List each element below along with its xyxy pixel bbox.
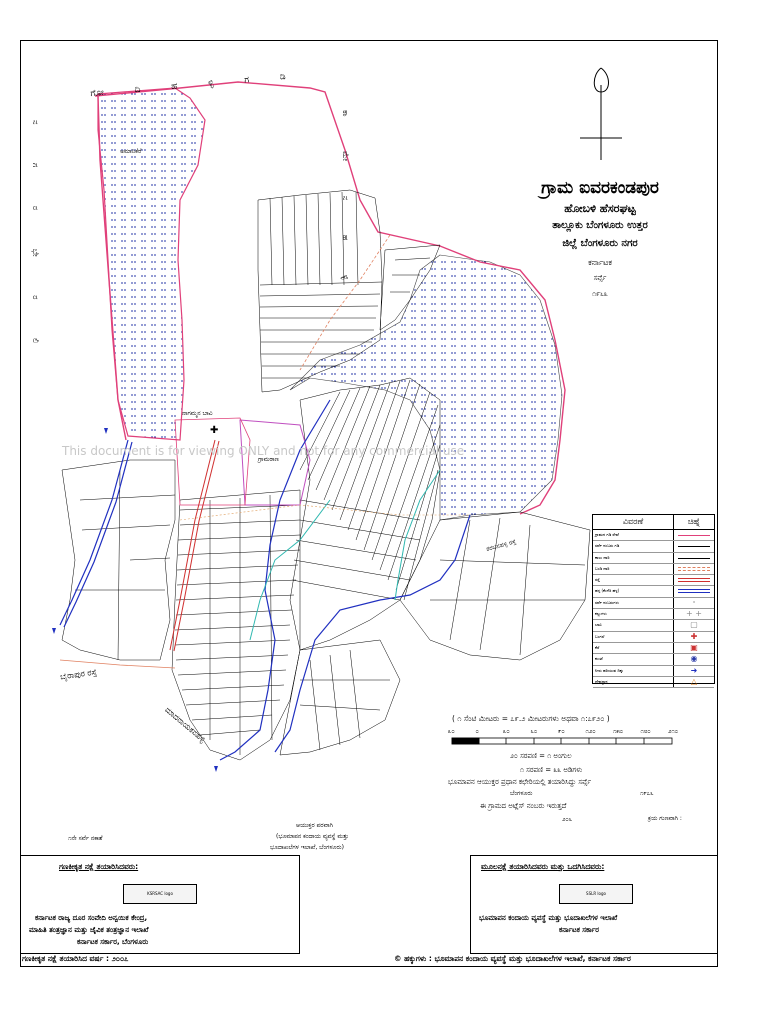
legend-label: ಗ್ರಾಮದ ಗಡಿ ರೇಖೆ xyxy=(593,530,674,540)
source-map-box xyxy=(470,855,718,954)
scale-tick-label: ೧೫೦ xyxy=(613,728,624,735)
black-line-icon xyxy=(674,541,714,551)
village-title: ಗ್ರಾಮ ಐವರಕಂಡಪುರ xyxy=(541,178,659,198)
legend-label: ರಸ್ತೆ xyxy=(593,575,674,585)
pink-line-icon xyxy=(674,530,714,540)
scale-line2: ೧ ಸರಪಣಿ = ೩೩ ಅಡಿಗಳು xyxy=(520,766,583,774)
legend-row xyxy=(593,586,714,597)
red-double-icon xyxy=(674,575,714,585)
stones-icon: + + xyxy=(686,609,702,619)
legend-row xyxy=(593,598,714,609)
scale-bar xyxy=(452,738,672,744)
legend-label: ಕೆರೆ xyxy=(593,643,674,653)
scale-tick-label: ೩೦ xyxy=(503,728,510,735)
state-name: ಕರ್ನಾಟಕ xyxy=(588,258,612,267)
north-arrow-icon xyxy=(580,68,622,160)
scale-tick-label: ೯೦ xyxy=(558,728,565,735)
legend-label: ಬಾವಿ xyxy=(593,620,674,630)
village-site-label: ಗ್ರಾಮಠಾಣ xyxy=(258,456,279,463)
blue-double-icon xyxy=(674,586,714,596)
digitized-line1: ಕರ್ನಾಟಕ ರಾಜ್ಯ ದೂರ ಸಂವೇದಿ ಅನ್ವಯಿಕ ಕೇಂದ್ರ, xyxy=(35,914,148,922)
commissioner-line1: ಆಯುಕ್ತರ ಪರವಾಗಿ xyxy=(296,822,333,829)
legend-label: ಕುಂಟೆ xyxy=(593,654,674,664)
legend-row xyxy=(593,541,714,552)
digitized-by-box xyxy=(20,855,300,954)
parcels-lower xyxy=(172,490,400,760)
legend-label: ದೇವಸ್ಥಾನ xyxy=(593,677,674,687)
legend xyxy=(592,514,715,684)
stream-left2 xyxy=(64,442,132,627)
road-label-2: ಬೈರಾಪುರ ರಸ್ತೆ xyxy=(59,667,98,682)
source-line1: ಭೂಮಾಪನ ಕಂದಾಯ ವ್ಯವಸ್ಥೆ ಮತ್ತು ಭೂದಾಖಲೆಗಳ ಇಲಾಖೆ xyxy=(479,914,618,922)
survey-label: ಸರ್ವ್ಸೆ xyxy=(593,274,607,282)
scale-tick-label: ೧೮೦ xyxy=(640,728,651,735)
scale-caption: ( ೧ ಸೆಂಟಿ ಮೀಟರು = ೭೯.೨ ಮೀಟರುಗಳು ಅಥವಾ ೧:೭೯೨೦ ) xyxy=(452,714,610,723)
temple-icon: ✚ xyxy=(210,425,219,436)
watermark-text: This document is for viewing ONLY and not for any commercial use xyxy=(62,444,465,458)
tank-label: ಅಮಾನಿಕೆರೆ xyxy=(120,148,142,155)
numbers-icon: · xyxy=(692,597,696,607)
legend-row xyxy=(593,632,714,643)
scale-tick-label: ೧೨೦ xyxy=(585,728,596,735)
border-label-left: ನ ಗ ರ ಭೇ ರ ಲಿ xyxy=(31,120,40,362)
ksrsac-logo: KSRSAC logo xyxy=(123,884,197,904)
border-label-top: ಗೋ ದಿ ಹ ಳ್ಳಿ ಗ ಡಿ xyxy=(89,70,300,100)
legend-row xyxy=(593,620,714,631)
legend-row xyxy=(593,553,714,564)
colony-label: ಮಾದನಾಯಕನಹಳ್ಳಿ xyxy=(163,705,208,745)
border-label-right: ಕಾ ಮೇ ನ ಹ ಳ್ಳಿ xyxy=(341,110,350,296)
title-block xyxy=(500,178,700,318)
copyright-note: © ಹಕ್ಕುಗಳು : ಭೂಮಾಪನ ಕಂದಾಯ ವ್ಯವಸ್ಥೆ ಮತ್ತು ಭೂದಾಖಲೆಗಳ ಇಲಾಖೆ, ಕರ್ನಾಟಕ ಸರ್ಕಾರ xyxy=(394,954,631,963)
flow-arrow-icon: ➜ xyxy=(690,665,698,675)
taluk-name: ತಾಲ್ಲೂಕು ಬೆಂಗಳೂರು ಉತ್ತರ xyxy=(552,220,648,231)
road-red2 xyxy=(174,441,219,651)
legend-label: ಬಂಗಲೆ xyxy=(593,632,674,642)
road-red xyxy=(170,440,215,650)
legend-label: ಸರ್ವೆ ನಂಬರು ಗಡಿ xyxy=(593,541,674,551)
scale-line4b: ೧೯೭೬ xyxy=(640,790,654,797)
scale-line5: ಈ ಗ್ರಾಮದ ಅಟ್ಲೆಸ್ ನಂಬರು ಇರುತ್ತದೆ xyxy=(480,802,567,810)
legend-row xyxy=(593,677,714,688)
legend-row xyxy=(593,564,714,575)
digitized-line3: ಕರ್ನಾಟಕ ಸರ್ಕಾರ, ಬೆಂಗಳೂರು xyxy=(77,938,149,946)
dashed-double-icon xyxy=(674,564,714,574)
scale-line4a: ಬೆಂಗಳೂರು xyxy=(510,790,533,797)
well-icon: ▢ xyxy=(690,620,698,630)
legend-header-description: ವಿವರಣೆ xyxy=(593,515,674,529)
legend-row xyxy=(593,643,714,654)
commissioner-line3: ಭೂದಾಖಲೆಗಳ ಇಲಾಖೆ, ಬೆಂಗಳೂರು) xyxy=(270,844,344,851)
digitized-by-title: ಗಣಕೀಕೃತ ನಕ್ಷೆ ತಯಾರಿಸಿದವರು: xyxy=(59,862,139,871)
temple-icon: △ xyxy=(690,676,698,686)
hobli-name: ಹೋಬಳಿ ಹೆಸರಘಟ್ಟ xyxy=(564,202,636,215)
stream-right xyxy=(275,515,470,752)
legend-label: ಕಲ್ಲುಗಳು xyxy=(593,609,674,619)
parcels-center xyxy=(290,378,440,650)
sslr-logo: SSLR logo xyxy=(559,884,633,904)
digitized-line2: ಮಾಹಿತಿ ತಂತ್ರಜ್ಞಾನ ಮತ್ತು ಜೈವಿಕ ತಂತ್ರಜ್ಞಾನ ಇಲಾಖೆ xyxy=(29,926,149,934)
year-label: ೧೯೬೩ xyxy=(592,290,608,298)
source-map-title: ಮೂಲನಕ್ಷೆ ತಯಾರಿಸಿದವರು ಮತ್ತು ಒದಗಿಸಿದವರು: xyxy=(481,862,605,871)
stream-cyan xyxy=(250,470,440,640)
survey-note: ೧ನೇ ಸರ್ವೆ ನಕಾಶೆ xyxy=(68,835,103,842)
legend-row xyxy=(593,666,714,677)
legend-header-symbol: ಚಿಹ್ನೆ xyxy=(687,517,701,526)
source-line2: ಕರ್ನಾಟಕ ಸರ್ಕಾರ xyxy=(559,926,599,934)
scale-tick-label: ೨೧೦ xyxy=(668,728,679,735)
legend-label: ನೀರು ಹರಿಯುವ ದಿಕ್ಕು xyxy=(593,666,674,676)
tank-left xyxy=(98,88,205,440)
scale-line1: ೨೦ ಸರಪಣಿ = ೧ ಅಂಗುಲ xyxy=(510,752,572,760)
road-label-1: ತರಬನಹಳ್ಳಿ ರಸ್ತೆ xyxy=(485,538,517,553)
digitized-year: ಗಣಕೀಕೃತ ನಕ್ಷೆ ತಯಾರಿಸಿದ ವರ್ಷ : ೨೦೦೭ xyxy=(22,954,129,963)
legend-row xyxy=(593,575,714,586)
thin-line-icon xyxy=(674,553,714,563)
legend-row xyxy=(593,530,714,541)
building-icon: ✚ xyxy=(690,631,698,641)
road-lower xyxy=(60,660,175,668)
scale-tick-label: ೬೦ xyxy=(530,728,538,735)
temple-label: ನಾಗಮ್ಮನ ಬಾವಿ xyxy=(182,410,213,417)
legend-row xyxy=(593,654,714,665)
pond-icon: ◉ xyxy=(690,654,698,664)
legend-label: ಹಳ್ಳ (ಕೆಂಗೆರಿ ಹಳ್ಳ) xyxy=(593,586,674,596)
scale-tick-label: ೩೦ xyxy=(448,728,455,735)
scale-line3: ಭೂಮಾಪನ ಆಯುಕ್ತರ ಪ್ರಧಾನ ಕಛೇರಿಯಲ್ಲಿ ತಯಾರಿಸಿದ್ದು ಸರ್ವ್ಸೆ xyxy=(448,778,592,786)
parcels-left xyxy=(62,460,175,660)
scale-line6: ೨೦೬ xyxy=(562,816,573,823)
legend-label: ಕಾಲು ದಾರಿ xyxy=(593,553,674,563)
tank-icon: ▣ xyxy=(690,642,698,652)
scale-tick-label: ೦ xyxy=(475,728,479,735)
price-note: ಕ್ರಯ ಗುಣವಾಗಿ : xyxy=(648,815,682,822)
district-name: ಜಿಲ್ಲೆ ಬೆಂಗಳೂರು ನಗರ xyxy=(562,238,638,249)
legend-label: ಬಂಡಿ ದಾರಿ xyxy=(593,564,674,574)
legend-row xyxy=(593,609,714,620)
commissioner-line2: (ಭೂಮಾಪನ ಕಂದಾಯ ವ್ಯವಸ್ಥೆ ಮತ್ತು xyxy=(276,833,349,840)
legend-label: ಸರ್ವೆ ನಂಬರುಗಳು xyxy=(593,598,674,608)
